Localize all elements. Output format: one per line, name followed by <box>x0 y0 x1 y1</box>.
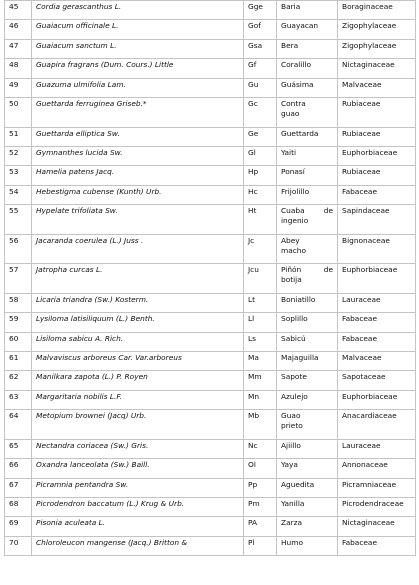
family-cell: Euphorbiaceae <box>338 390 416 409</box>
table-row <box>5 234 416 264</box>
species-code-cell: Gge <box>244 1 277 20</box>
table-row <box>5 97 416 127</box>
common-name-cell: Soplillo <box>277 313 338 332</box>
scientific-name-cell: Nectandra coriacea (Sw.) Gris. <box>32 439 244 458</box>
family-cell: Sapotaceae <box>338 371 416 390</box>
scientific-name-cell: Hamelia patens Jacq. <box>32 166 244 185</box>
family-cell: Sapindaceae <box>338 205 416 235</box>
family-cell: Malvaceae <box>338 352 416 371</box>
scientific-name-cell: Cordia gerascanthus L. <box>32 1 244 20</box>
scientific-name-cell: Malvaviscus arboreus Car. Var.arboreus <box>32 352 244 371</box>
family-cell: Lauraceae <box>338 293 416 312</box>
species-code-cell: Nc <box>244 439 277 458</box>
table-row <box>5 59 416 78</box>
scientific-name-cell: Pisonia aculeata L. <box>32 517 244 536</box>
table-row <box>5 371 416 390</box>
scientific-name-cell: Jacaranda coerulea (L.) Juss . <box>32 234 244 264</box>
species-code-cell: Mn <box>244 390 277 409</box>
family-cell: Zigophylaceae <box>338 20 416 39</box>
species-code-cell: Gf <box>244 59 277 78</box>
table-row <box>5 264 416 294</box>
scientific-name-cell: Metopium brownei (Jacq) Urb. <box>32 410 244 440</box>
scientific-name-cell: Licaria triandra (Sw.) Kosterm. <box>32 293 244 312</box>
family-cell: Euphorbiaceae <box>338 146 416 165</box>
scientific-name-cell: Guettarda elliptica Sw. <box>32 127 244 146</box>
row-number-cell: 63 <box>5 390 32 409</box>
row-number-cell: 50 <box>5 97 32 127</box>
common-name-cell: Guettarda <box>277 127 338 146</box>
common-name-line: prieto <box>281 421 303 431</box>
row-number-cell: 58 <box>5 293 32 312</box>
species-code-cell: Jc <box>244 234 277 264</box>
table-row <box>5 293 416 312</box>
common-name-cell <box>277 410 338 440</box>
table-row <box>5 127 416 146</box>
common-name-cell: Aguedita <box>277 478 338 497</box>
common-name-line: Abey <box>281 235 300 245</box>
row-number-cell: 59 <box>5 313 32 332</box>
row-number-cell: 65 <box>5 439 32 458</box>
common-name-cell: Ajiillo <box>277 439 338 458</box>
table-row <box>5 313 416 332</box>
table-row <box>5 517 416 536</box>
common-name-cell: Guayacan <box>277 20 338 39</box>
table-row <box>5 459 416 478</box>
species-table-body <box>5 1 416 556</box>
common-name-line: Contra <box>281 98 306 108</box>
family-cell: Bignonaceae <box>338 234 416 264</box>
family-cell: Fabaceae <box>338 185 416 204</box>
species-code-cell: Pm <box>244 498 277 517</box>
family-cell: Rubiaceae <box>338 166 416 185</box>
table-row <box>5 39 416 58</box>
family-cell: Rubiaceae <box>338 97 416 127</box>
scientific-name-cell: Guaiacum sanctum L. <box>32 39 244 58</box>
row-number-cell: 49 <box>5 78 32 97</box>
row-number-cell: 64 <box>5 410 32 440</box>
species-code-cell: Ht <box>244 205 277 235</box>
row-number-cell: 61 <box>5 352 32 371</box>
common-name-line: macho <box>281 245 306 255</box>
common-name-cell: Yaiti <box>277 146 338 165</box>
common-name-cell: Guásima <box>277 78 338 97</box>
scientific-name-cell: Hebestigma cubense (Kunth) Urb. <box>32 185 244 204</box>
common-name-cell: Baria <box>277 1 338 20</box>
row-number-cell: 46 <box>5 20 32 39</box>
row-number-cell: 45 <box>5 1 32 20</box>
family-cell: Boraginaceae <box>338 1 416 20</box>
scientific-name-cell: Lysiloma latisiliquum (L.) Benth. <box>32 313 244 332</box>
table-row <box>5 185 416 204</box>
scientific-name-cell: Guapira fragrans (Dum. Cours.) Little <box>32 59 244 78</box>
scientific-name-cell: Oxandra lanceolata (Sw.) Baill. <box>32 459 244 478</box>
common-name-line: botija <box>281 275 302 285</box>
table-row <box>5 166 416 185</box>
common-name-line: Guao <box>281 411 301 421</box>
common-name-cell: Ponasí <box>277 166 338 185</box>
row-number-cell: 47 <box>5 39 32 58</box>
common-name-cell: Majaguilla <box>277 352 338 371</box>
family-cell: Euphorbiaceae <box>338 264 416 294</box>
common-name-cell: Zarza <box>277 517 338 536</box>
table-row <box>5 205 416 235</box>
row-number-cell: 52 <box>5 146 32 165</box>
family-cell: Fabaceae <box>338 332 416 351</box>
table-row <box>5 1 416 20</box>
table-row <box>5 439 416 458</box>
species-code-cell: Ma <box>244 352 277 371</box>
species-code-cell: Lt <box>244 293 277 312</box>
common-name-cell: Azulejo <box>277 390 338 409</box>
species-code-cell: Pp <box>244 478 277 497</box>
row-number-cell: 66 <box>5 459 32 478</box>
family-cell: Nictaginaceae <box>338 517 416 536</box>
row-number-cell: 62 <box>5 371 32 390</box>
common-name-cell: Humo <box>277 536 338 555</box>
species-code-cell: Gu <box>244 78 277 97</box>
table-row <box>5 498 416 517</box>
table-row <box>5 146 416 165</box>
table-row <box>5 410 416 440</box>
row-number-cell: 68 <box>5 498 32 517</box>
common-name-line: Piñón de <box>281 265 333 275</box>
row-number-cell: 69 <box>5 517 32 536</box>
row-number-cell: 53 <box>5 166 32 185</box>
common-name-cell: Sabicú <box>277 332 338 351</box>
species-code-cell: Jcu <box>244 264 277 294</box>
family-cell: Rubiaceae <box>338 127 416 146</box>
row-number-cell: 48 <box>5 59 32 78</box>
species-table <box>4 0 416 556</box>
scientific-name-cell: Picrodendron baccatum (L.) Krug & Urb. <box>32 498 244 517</box>
scientific-name-cell: Jatropha curcas L. <box>32 264 244 294</box>
species-code-cell: Hc <box>244 185 277 204</box>
table-row <box>5 390 416 409</box>
common-name-cell: Frijolillo <box>277 185 338 204</box>
common-name-cell <box>277 97 338 127</box>
species-code-cell: Gsa <box>244 39 277 58</box>
species-code-cell: Ls <box>244 332 277 351</box>
scientific-name-cell: Hypelate trifoliata Sw. <box>32 205 244 235</box>
common-name-cell <box>277 234 338 264</box>
scientific-name-cell: Lisiloma sabicu A. Rich. <box>32 332 244 351</box>
scientific-name-cell: Chloroleucon mangense (Jacq.) Britton & <box>32 536 244 555</box>
common-name-cell: Sapote <box>277 371 338 390</box>
family-cell: Annonaceae <box>338 459 416 478</box>
family-cell: Picramniaceae <box>338 478 416 497</box>
table-row <box>5 332 416 351</box>
scientific-name-cell: Manilkara zapota (L.) P. Royen <box>32 371 244 390</box>
species-code-cell: Mb <box>244 410 277 440</box>
row-number-cell: 70 <box>5 536 32 555</box>
row-number-cell: 51 <box>5 127 32 146</box>
row-number-cell: 54 <box>5 185 32 204</box>
scientific-name-cell: Guettarda ferruginea Griseb.* <box>32 97 244 127</box>
table-row <box>5 352 416 371</box>
row-number-cell: 67 <box>5 478 32 497</box>
scientific-name-cell: Margaritaria nobilis L.F. <box>32 390 244 409</box>
species-code-cell: Ll <box>244 313 277 332</box>
species-code-cell: Gc <box>244 97 277 127</box>
family-cell: Fabaceae <box>338 313 416 332</box>
common-name-cell <box>277 205 338 235</box>
family-cell: Anacardiaceae <box>338 410 416 440</box>
family-cell: Picrodendraceae <box>338 498 416 517</box>
common-name-cell <box>277 264 338 294</box>
scientific-name-cell: Gymnanthes lucida Sw. <box>32 146 244 165</box>
species-code-cell: Mm <box>244 371 277 390</box>
table-row <box>5 78 416 97</box>
species-code-cell: Pl <box>244 536 277 555</box>
species-code-cell: Ol <box>244 459 277 478</box>
scientific-name-cell: Guazuma ulmifolia Lam. <box>32 78 244 97</box>
row-number-cell: 60 <box>5 332 32 351</box>
family-cell: Lauraceae <box>338 439 416 458</box>
common-name-cell: Coralillo <box>277 59 338 78</box>
common-name-cell: Yanilla <box>277 498 338 517</box>
common-name-line: ingenio <box>281 216 309 226</box>
species-code-cell: PA <box>244 517 277 536</box>
row-number-cell: 55 <box>5 205 32 235</box>
family-cell: Malvaceae <box>338 78 416 97</box>
family-cell: Fabaceae <box>338 536 416 555</box>
species-code-cell: Gof <box>244 20 277 39</box>
row-number-cell: 56 <box>5 234 32 264</box>
common-name-line: guao <box>281 108 300 118</box>
family-cell: Nictaginaceae <box>338 59 416 78</box>
species-code-cell: Hp <box>244 166 277 185</box>
family-cell: Zigophylaceae <box>338 39 416 58</box>
common-name-line: Cuaba de <box>281 206 333 216</box>
common-name-cell: Boniatillo <box>277 293 338 312</box>
row-number-cell: 57 <box>5 264 32 294</box>
table-row <box>5 536 416 555</box>
table-row <box>5 20 416 39</box>
species-code-cell: Ge <box>244 127 277 146</box>
species-code-cell: Gl <box>244 146 277 165</box>
common-name-cell: Yaya <box>277 459 338 478</box>
scientific-name-cell: Guaiacum officinale L. <box>32 20 244 39</box>
table-row <box>5 478 416 497</box>
common-name-cell: Bera <box>277 39 338 58</box>
scientific-name-cell: Picramnia pentandra Sw. <box>32 478 244 497</box>
